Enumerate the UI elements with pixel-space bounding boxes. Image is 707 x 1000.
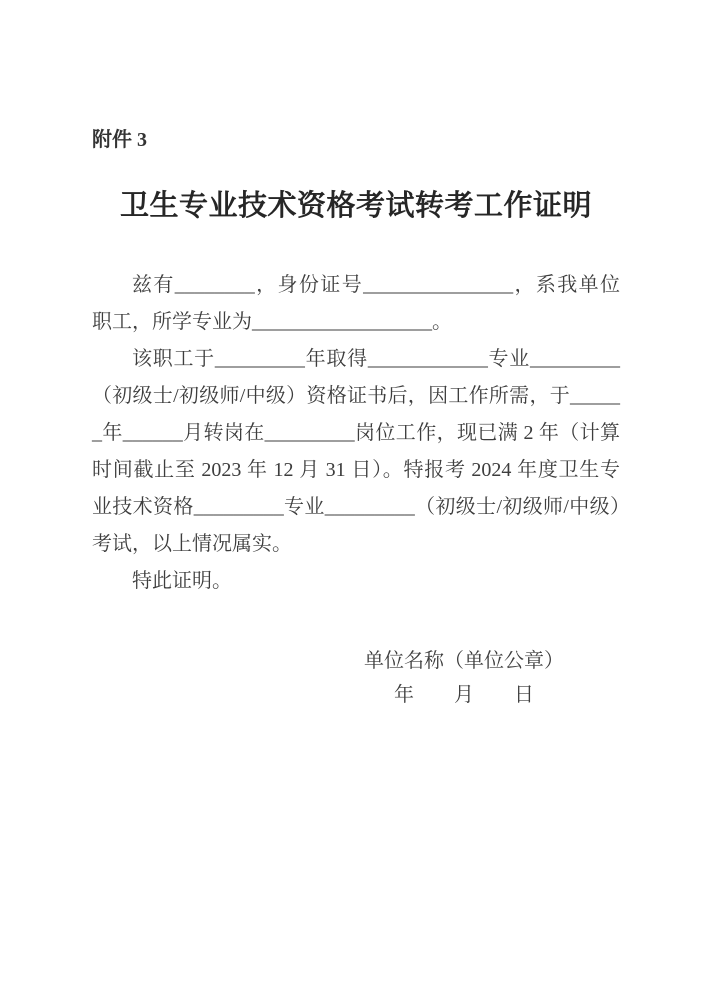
paragraph-closing: 特此证明。 [132,570,232,592]
document-title: 卫生专业技术资格考试转考工作证明 [119,190,592,222]
paragraph-intro: 兹有________，身份证号_______________，系我单位职工，所学专业为__________________。 [92,274,620,333]
attachment-label: 附件 3 [92,129,147,151]
paragraph-main: 该职工于_________年取得____________专业_________（初级士/初级师/中级）资格证书后，因工作所需，于______年______月转岗在_________岗位工作，现已满 2 年（计算时间截止至 2023 年 12 月 31 日）。特报考 2024 年度卫生专业技术资格_________专业_________（初级士/初级师/中级）考试，以上情况属实。 [92,348,620,555]
signature-date-line: 年 月 日 [394,684,534,706]
document-body [92,267,620,600]
signature-block [364,644,564,712]
signature-unit-line: 单位名称（单位公章） [364,650,564,672]
